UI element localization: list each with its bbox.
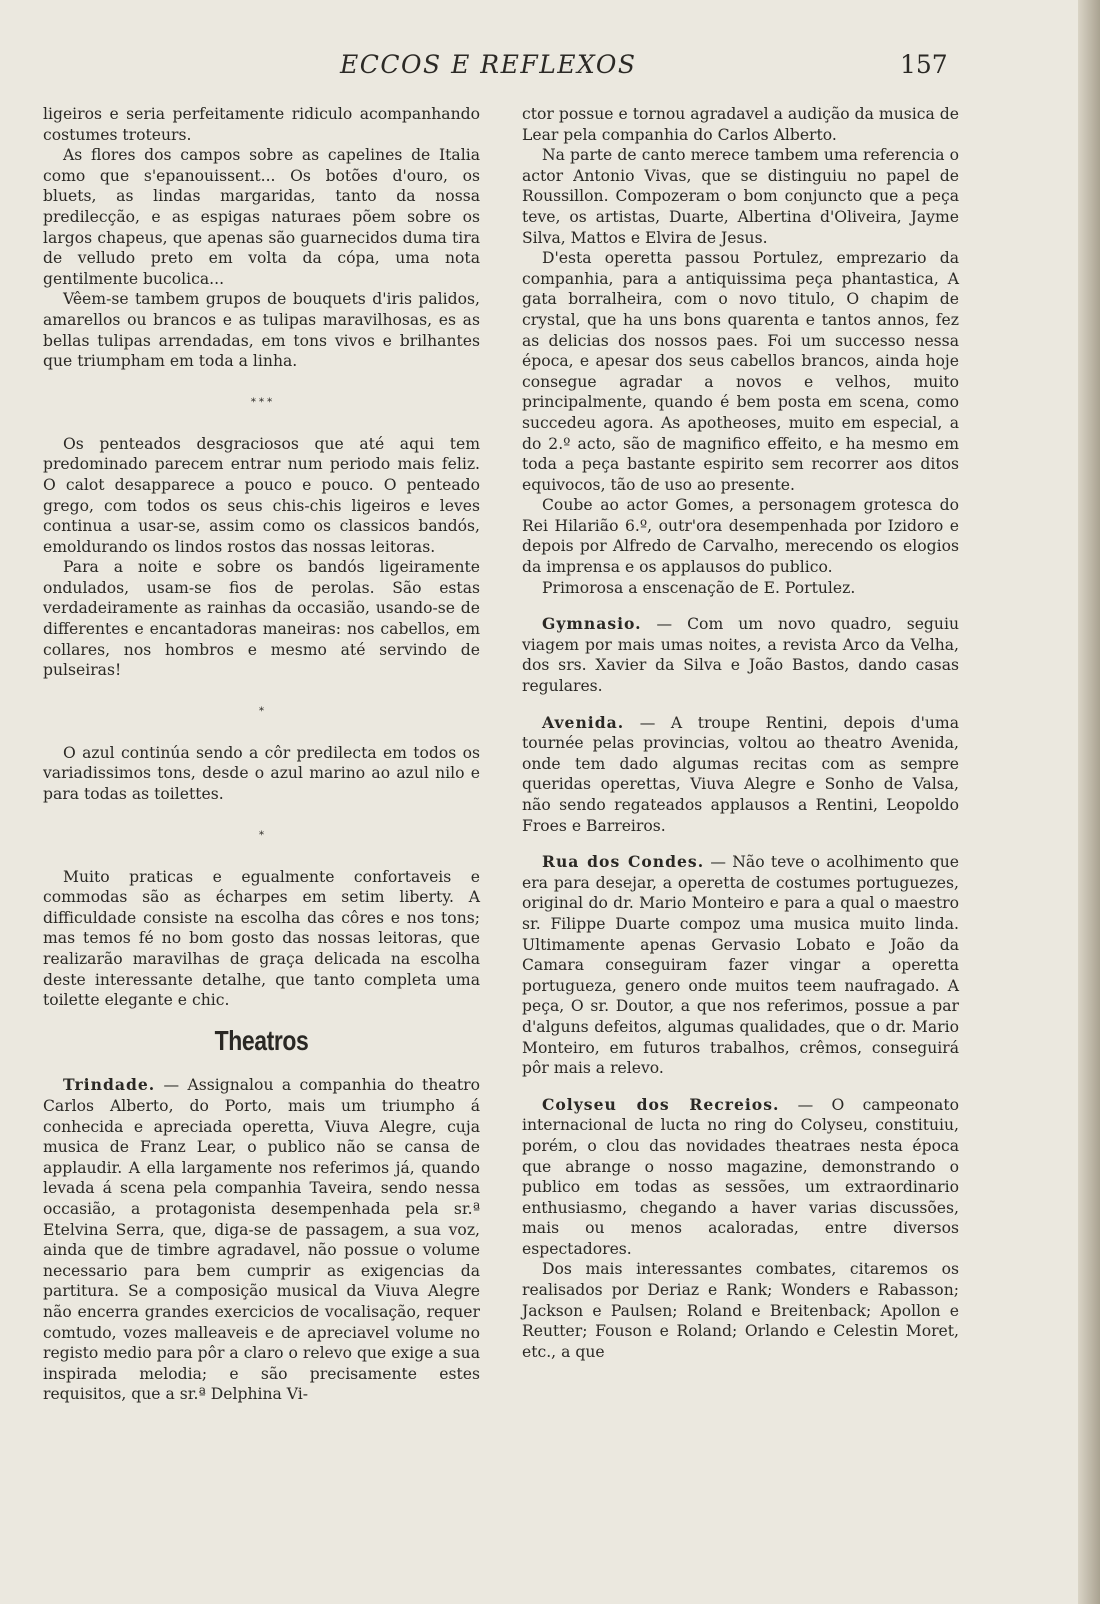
section-title-theatros: Theatros	[214, 1024, 309, 1056]
venue-name: Rua dos Condes.	[542, 852, 705, 872]
paragraph: Dos mais interessantes combates, citaremos os realisados por Deriaz e Rank; Wonders e Rabasson; Jackson e Paulsen; Roland e Breitenback; Apollon e Reutter; Fouson e Roland; Orlando e Celestin Moret, etc., a que	[522, 1260, 959, 1361]
left-column	[43, 104, 480, 1405]
paragraph: D'esta operetta passou Portulez, emprezario da companhia, para a antiquissima peça phantastica, A gata borralheira, com o novo titulo, O chapim de crystal, que ha uns bons quarenta e tantos annos, fez as delicias dos nossos paes. Foi um successo nessa época, e apesar dos seus cabellos brancos, ainda hoje consegue agradar a novos e velhos, muito principalmente, quando é bem posta em scena, como succedeu agora. As apotheoses, muito em especial, a do 2.º acto, são de magnifico effeito, e ha mesmo em toda a peça bastante espirito sem recorrer aos ditos equivocos, tão de uso ao presente.	[522, 249, 959, 494]
paragraph: ligeiros e seria perfeitamente ridiculo acompanhando costumes troteurs.	[43, 105, 480, 144]
asterisk-separator: *	[259, 705, 264, 717]
venue-name: Colyseu dos Recreios.	[542, 1094, 780, 1114]
paragraph: Muito praticas e egualmente confortaveis e commodas são as écharpes em setim liberty. A difficuldade consiste na escolha das côres e nos tons; mas temos fé no bom gosto das nossas leitoras, que realizarão maravilhas de graça delicada na escolha deste interessante detalhe, que tanto completa uma toilette elegante e chic.	[43, 867, 480, 1010]
paragraph: Coube ao actor Gomes, a personagem grotesca do Rei Hilarião 6.º, outr'ora desempenhada por Izidoro e depois por Alfredo de Carvalho, merecendo os elogios da imprensa e os applausos do publico.	[522, 496, 959, 577]
paragraph: Os penteados desgraciosos que até aqui tem predominado parecem entrar num periodo mais feliz. O calot desapparece a pouco e pouco. O penteado grego, com todos os seus chis-chis ligeiros e leves continua a usar-se, assim como os classicos bandós, emoldurando os lindos rostos das nossas leitoras.	[43, 434, 480, 556]
theatre-review-gymnasio	[522, 614, 959, 696]
review-text: — A troupe Rentini, depois d'uma tournée pelas provincias, voltou ao theatro Avenida, onde tem dado algumas recitas com as sempre queridas operettas, Viuva Alegre e Sonho de Valsa, não sendo regateados applausos a Rentini, Leopoldo Froes e Barreiros.	[522, 713, 959, 835]
paragraph: Para a noite e sobre os bandós ligeiramente ondulados, usam-se fios de perolas. São estas verdadeiramente as rainhas da occasião, usando-se de differentes e encantadoras maneiras: nos cabellos, em collares, nos hombros e mesmo até servindo de pulseiras!	[43, 558, 480, 680]
theatre-review-avenida	[522, 713, 959, 837]
page-number: 157	[900, 50, 948, 79]
book-spine-shadow	[1078, 0, 1100, 1604]
paragraph: ctor possue e tornou agradavel a audição da musica de Lear pela companhia do Carlos Alberto.	[522, 105, 959, 144]
review-text: — O campeonato internacional de lucta no ring do Colyseu, constituiu, porém, o clou das novidades theatraes nesta época que abrange o nosso magazine, demonstrando o publico em todas as sessões, um extraordinario enthusiasmo, chegando a haver varias discussões, mais ou menos acaloradas, entre diversos espectadores.	[522, 1095, 959, 1258]
right-column	[522, 104, 959, 1362]
review-text: — Com um novo quadro, seguiu viagem por mais umas noites, a revista Arco da Velha, dos srs. Xavier da Silva e João Bastos, dando casas regulares.	[522, 615, 959, 696]
page-header	[0, 50, 1100, 84]
asterism-separator: * * *	[250, 396, 273, 408]
review-text: — Assignalou a companhia do theatro Carlos Alberto, do Porto, mais um triumpho á conhecida e apreciada operetta, Viuva Alegre, cuja musica de Franz Lear, o publico não se cansa de applaudir. A ella largamente nos referimos já, quando levada á scena pela companhia Taveira, sendo nessa occasião, a protagonista desempenhada pela sr.ª Etelvina Serra, que, diga-se de passagem, a sua voz, ainda que de timbre agradavel, não possue o volume necessario para bem cumprir as exigencias da partitura. Se a composição musical da Viuva Alegre não encerra grandes exercicios de vocalisação, requer comtudo, vozes malleaveis e de apreciavel volume no registo medio para pôr a claro o relevo que exige a sua inspirada melodia; e são precisamente estes requisitos, que a sr.ª Delphina Vi-	[43, 1076, 480, 1404]
theatre-review-trindade	[43, 1075, 480, 1405]
paragraph: Vêem-se tambem grupos de bouquets d'iris palidos, amarellos ou brancos e as tulipas maravilhosas, es as bellas tulipas arrendadas, em tons vivos e brilhantes que triumpham em toda a linha.	[43, 290, 480, 371]
running-title: ECCOS E REFLEXOS	[340, 50, 637, 79]
theatre-review-rua-dos-condes	[522, 852, 959, 1079]
asterisk-separator: *	[259, 829, 264, 841]
review-text: — Não teve o acolhimento que era para desejar, a operetta de costumes portuguezes, original do dr. Mario Monteiro e para a qual o maestro sr. Filippe Duarte compoz uma musica muito linda. Ultimamente apenas Gervasio Lobato e João da Camara conseguiram fazer vingar a operetta portugueza, genero onde muitos teem naufragado. A peça, O sr. Doutor, a que nos referimos, possue a par d'alguns defeitos, algumas qualidades, que o dr. Mario Monteiro, em futuros trabalhos, crêmos, conseguirá pôr mais a relevo.	[522, 853, 959, 1078]
paragraph: Primorosa a enscenação de E. Portulez.	[542, 578, 856, 597]
venue-name: Gymnasio.	[542, 614, 642, 634]
column-gutter	[497, 100, 498, 1500]
paragraph: As flores dos campos sobre as capelines de Italia como que s'epanouissent... Os botões d'ouro, os bluets, as lindas margaridas, tanto da nossa predilecção, e as espigas naturaes põem sobre os largos chapeus, que apenas são guarnecidos duma tira de velludo preto em volta da cópa, uma nota gentilmente bucolica...	[43, 146, 480, 288]
venue-name: Trindade.	[63, 1075, 156, 1095]
paragraph: Na parte de canto merece tambem uma referencia o actor Antonio Vivas, que se distinguiu no papel de Roussillon. Compozeram o bom conjuncto que a peça teve, os artistas, Duarte, Albertina d'Oliveira, Jayme Silva, Mattos e Elvira de Jesus.	[522, 146, 959, 247]
venue-name: Avenida.	[542, 712, 625, 732]
paragraph: O azul continúa sendo a côr predilecta em todos os variadissimos tons, desde o azul marino ao azul nilo e para todas as toilettes.	[43, 743, 480, 804]
theatre-review-colyseu	[522, 1095, 959, 1260]
